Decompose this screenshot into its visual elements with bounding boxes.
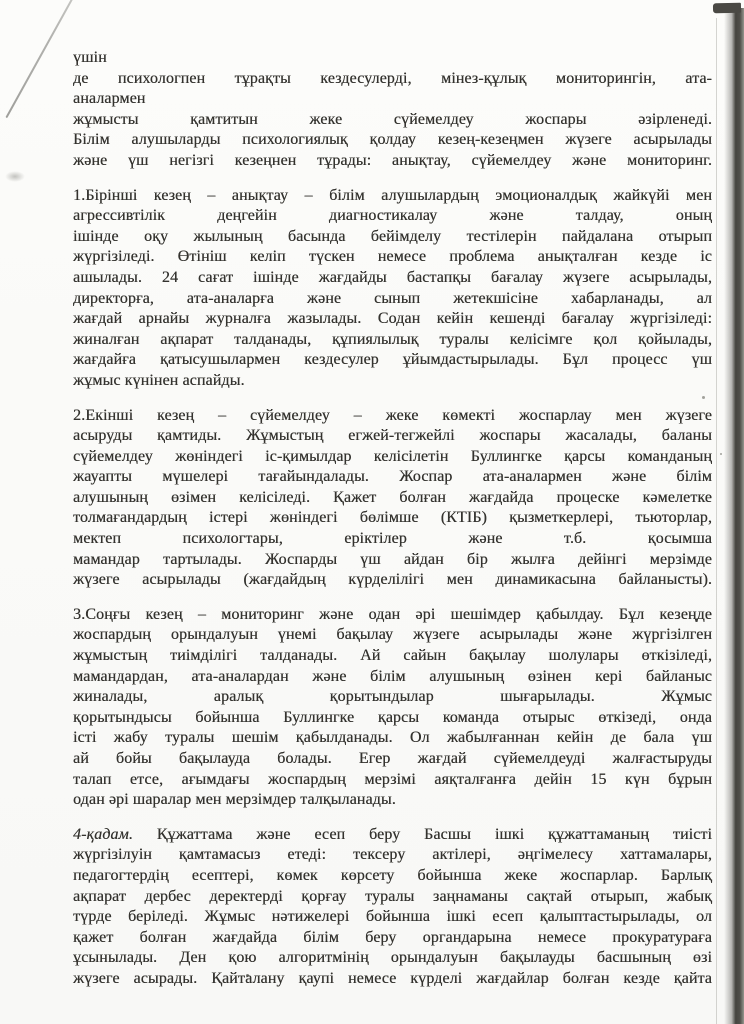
document-body [73, 48, 712, 990]
text-line: 2.Екінші кезең – сүйемелдеу – жеке көмекті жоспарлау мен жүзеге [73, 406, 712, 424]
text-line: жүргізіледі. Өтініш келіп түскен немесе проблема анықталған кезде іс [73, 248, 712, 266]
text-line: педагогтердің есептері, көмек көрсету бойынша жеке жоспарлар. Барлық [73, 866, 712, 884]
text-line: 1.Бірінші кезең – анықтау – білім алушылардың эмоционалдық жайкүйі мен [73, 186, 712, 204]
text-line: Білім алушыларды психологиялық қолдау кезең-кезеңмен жүзеге асырылады [73, 131, 712, 149]
text-line: үшін [73, 49, 107, 66]
crease-line-artifact [5, 0, 76, 118]
dust-speck [720, 453, 722, 455]
text-line: ішінде оқу жылының басында бейімделу тестілерін пайдалана отырып [73, 227, 712, 245]
text-line: асыруды қамтиды. Жұмыстың егжей-тегжейлі жоспары жасалады, баланы [73, 427, 712, 445]
text-line: жиналады, аралық қорытындылар шығарылады. Жұмыс [73, 688, 712, 706]
text-line: 3.Соңғы кезең – мониторинг және одан әрі шешімдер қабылдау. Бұл кезеңде [73, 605, 712, 623]
paragraph-step-4-documentation [73, 825, 712, 990]
text-line: жұмысты қамтитын жеке сүйемелдеу жоспары әзірленеді. [73, 110, 712, 128]
text-line: 4-қадам. Құжаттама және есеп беру Басшы ішкі құжаттаманың тиісті [73, 825, 712, 843]
paragraph-stage-1-identification [73, 186, 712, 392]
text-line: жиналған ақпарат талданады, құпиялылық туралы келісімге қол қойылады, [73, 330, 712, 348]
text-line: жүргізілуін қамтамасыз етеді: тексеру актілері, әңгімелесу хаттамалары, [73, 846, 712, 864]
text-line: агрессивтілік деңгейін диагностикалау және талдау, оның [73, 207, 712, 225]
text-line: сүйемелдеу жөніндегі іс-қимылдар келісілетін Буллингке қарсы команданың [73, 447, 712, 465]
text-line: де психологпен тұрақты кездесулерді, мінез-құлық мониторингін, ата- [73, 69, 712, 87]
text-line: талап етсе, ағымдағы жоспардың мерзімі аяқталғанға дейін 15 күн бұрын [73, 770, 712, 788]
scanner-shadow-band [724, 8, 744, 1024]
text-line: одан әрі шаралар мен мерзімдер талқыланады. [73, 791, 396, 809]
text-line: істі жабу туралы шешім қабылданады. Ол жабылғаннан кейін де бала үш [73, 729, 712, 747]
text-line: жүзеге асырады. Қайталану қаупі немесе күрделі жағдайлар болған кезде қайта [73, 969, 712, 987]
text-line: жоспардың орындалуын үнемі бақылау жүзеге асырылады және жүргізілген [73, 626, 712, 644]
text-line: жүзеге асырылады (жағдайдың күрделілігі мен динамикасына байланысты). [73, 571, 712, 589]
text-line: жұмыстың тиімділігі талданады. Ай сайын бақылау шолулары өткізіледі, [73, 647, 712, 665]
text-line: ақпарат дербес деректерді қорғау туралы заңнаманы сақтай отырып, жабық [73, 887, 712, 905]
text-line: мамандар тартылады. Жоспарды үш айдан бір жылға дейінгі мерзімде [73, 550, 712, 568]
text-line: мектеп психологтары, еріктілер және т.б. қосымша [73, 530, 712, 548]
text-line: жұмыс күнінен аспайды. [73, 371, 245, 389]
paper-edge-line [716, 18, 717, 1024]
text-line: қажет болған жағдайда білім беру органдарына немесе прокуратураға [73, 928, 712, 946]
text-line: жауапты мүшелері тағайындалады. Жоспар ата-аналармен және білім [73, 468, 712, 486]
text-line: қорытындысы бойынша Буллингке қарсы команда отырыс өткізеді, онда [73, 708, 712, 726]
text-line: ұсынылады. Ден қою алгоритмінің орындалуын бақылауды басшының өзі [73, 949, 712, 967]
text-line: ай бойы бақылауда болады. Егер жағдай сүйемелдеуді жалғастыруды [73, 750, 712, 767]
italic-lead: 4-қадам. [73, 825, 133, 843]
text-line: жағдайға қатысушылармен кездесулер ұйымдастырылады. Бұл процесс үш [73, 351, 712, 369]
paragraph-intro [73, 48, 712, 172]
smudge-artifact [5, 171, 25, 182]
text-line: мамандардан, ата-аналардан және білім алушының өзінен кері байланыс [73, 667, 712, 685]
text-line: директорға, ата-аналарға және сынып жетекшісіне хабарланады, ал [73, 289, 712, 307]
text-line: толмағандардың істері жөніндегі бөлімше (КТІБ) қызметкерлері, тьюторлар, [73, 509, 712, 527]
paragraph-stage-3-monitoring [73, 605, 712, 811]
text-line: алушының өзімен келісіледі. Қажет болған жағдайда процеске кәмелетке [73, 488, 712, 506]
text-line: жағдай арнайы журналға жазылады. Содан кейін кешенді бағалау жүргізіледі: [73, 310, 712, 328]
text-line: түрде беріледі. Жұмыс нәтижелері бойынша ішкі есеп қалыптастырылады, ол [73, 908, 712, 926]
text-line: аналармен [73, 90, 146, 108]
text-line: және үш негізгі кезеңнен тұрады: анықтау, сүйемелдеу және мониторинг. [73, 151, 712, 169]
paragraph-stage-2-support [73, 406, 712, 591]
text-line: ашылады. 24 сағат ішінде жағдайды бастапқы бағалау жүзеге асырылады, [73, 268, 712, 286]
scanner-shadow-corner [713, 3, 741, 13]
